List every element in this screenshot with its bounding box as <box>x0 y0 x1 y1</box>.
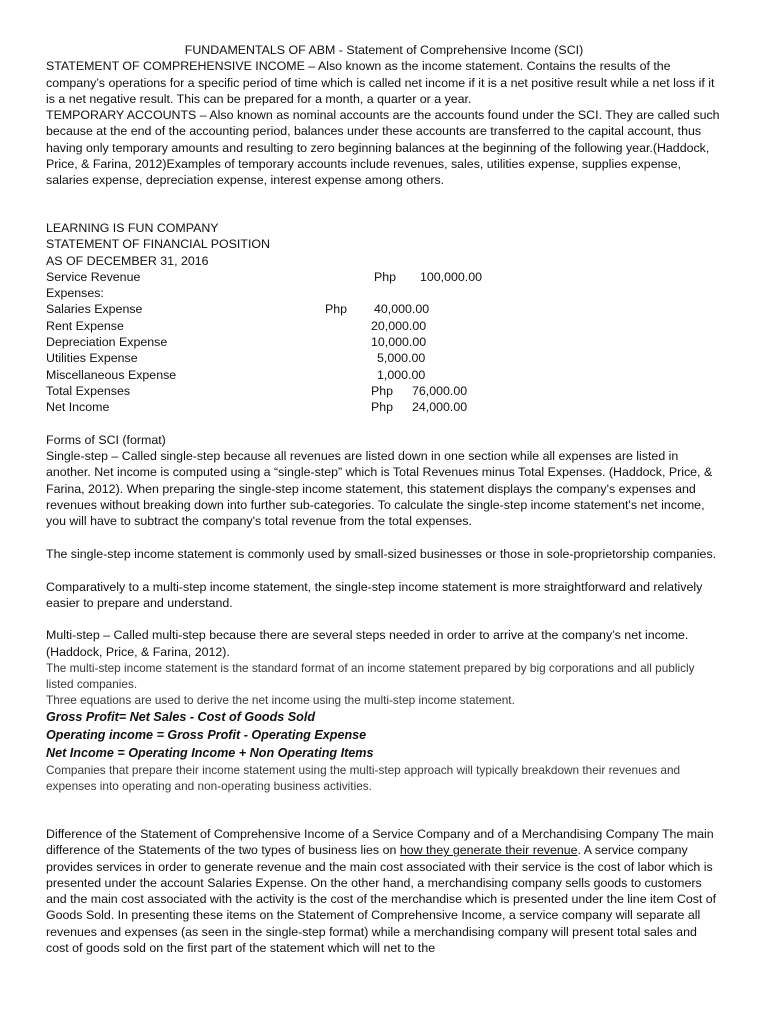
row-label: Total Expenses <box>46 383 131 398</box>
row-label: Net Income <box>46 400 110 415</box>
statement-row <box>46 269 722 285</box>
multi-step-standard: The multi-step income statement is the standard format of an income statement prepared by big corporations and all publicly listed companies. <box>46 660 695 691</box>
three-equations-intro: Three equations are used to derive the net income using the multi-step income statement. <box>46 692 515 707</box>
row-label: Miscellaneous Expense <box>46 367 177 382</box>
row-label: Utilities Expense <box>46 351 138 366</box>
row-amount: 5,000.00 <box>377 351 426 366</box>
row-label: Depreciation Expense <box>46 335 168 350</box>
company-name: LEARNING IS FUN COMPANY <box>46 220 219 235</box>
companies-breakdown: Companies that prepare their income statement using the multi-step approach will typically breakdown their revenues and expenses into operating and non-operating business activities. <box>46 762 681 793</box>
row-label: Service Revenue <box>46 269 141 284</box>
row-amount: 24,000.00 <box>412 400 468 415</box>
comparison-paragraph: Comparatively to a multi-step income statement, the single-step income statement is more straightforward and relatively easier to prepare and understand. <box>46 579 703 610</box>
statement-table <box>46 269 722 416</box>
difference-paragraph <box>46 826 722 956</box>
statement-heading: STATEMENT OF FINANCIAL POSITION <box>46 237 270 252</box>
single-step-paragraph: Single-step – Called single-step because all revenues are listed down in one section while all expenses are listed in another. Net income is computed using a “single-step” which is Total Revenues minus Total Expenses. (Haddock, Price, & Farina, 2012). When preparing the single-step income statement, this statement displays the company's expenses and revenues without breaking down into further sub-categories. To calculate the single-step income statement's net income, you will have to subtract the company's total revenue from the total expenses. <box>46 449 713 529</box>
row-currency: Php <box>374 269 397 284</box>
document-title: FUNDAMENTALS OF ABM - Statement of Comprehensive Income (SCI) <box>184 43 584 57</box>
row-amount: 20,000.00 <box>371 318 427 333</box>
statement-row <box>46 318 722 334</box>
statement-row <box>46 334 722 350</box>
row-amount: 40,000.00 <box>374 302 430 317</box>
row-amount: 100,000.00 <box>420 269 483 284</box>
statement-date: AS OF DECEMBER 31, 2016 <box>46 253 209 268</box>
statement-row <box>46 399 722 415</box>
row-label: Rent Expense <box>46 318 124 333</box>
difference-text-start: Difference of the Statement of Comprehensive Income of a Service Company and of a Merchandising Company The main difference of the Statements of the two types of business lies on <box>46 826 714 858</box>
statement-row <box>46 350 722 366</box>
operating-income-equation: Operating income = Gross Profit - Operating Expense <box>46 727 367 742</box>
forms-heading: Forms of SCI (format) <box>46 432 166 447</box>
sci-definition: STATEMENT OF COMPREHENSIVE INCOME – Also known as the income statement. Contains the results of the company’s operations for a specific period of time which is called net income if it is a net positive result while a net loss if it is a net negative result. This can be prepared for a month, a quarter or a year. <box>46 59 715 106</box>
row-label: Expenses: <box>46 286 104 301</box>
statement-row <box>46 285 722 301</box>
statement-row <box>46 301 722 317</box>
row-amount: 1,000.00 <box>377 367 426 382</box>
gross-profit-equation: Gross Profit= Net Sales - Cost of Goods Sold <box>46 709 316 724</box>
statement-row <box>46 383 722 399</box>
row-currency: Php <box>325 302 348 317</box>
multi-step-paragraph: Multi-step – Called multi-step because there are several steps needed in order to arrive at the company’s net income. (Haddock, Price, & Farina, 2012). <box>46 628 689 659</box>
row-label: Salaries Expense <box>46 302 143 317</box>
row-amount: 76,000.00 <box>412 383 468 398</box>
single-step-usage: The single-step income statement is commonly used by small-sized businesses or those in sole-proprietorship companies. <box>46 546 717 561</box>
temporary-accounts-definition: TEMPORARY ACCOUNTS – Also known as nominal accounts are the accounts found under the SCI. They are called such because at the end of the accounting period, balances under these accounts are transferred to the capital account, thus having only temporary amounts and resulting to zero beginning balances at the beginning of the following year.(Haddock, Price, & Farina, 2012)Examples of temporary accounts include revenues, sales, utilities expense, supplies expense, salaries expense, depreciation expense, interest expense among others. <box>46 108 720 188</box>
row-currency: Php <box>371 400 394 415</box>
row-currency: Php <box>371 383 394 398</box>
difference-underlined-phrase: how they generate their revenue <box>399 843 578 858</box>
statement-row <box>46 367 722 383</box>
row-amount: 10,000.00 <box>371 335 427 350</box>
net-income-equation: Net Income = Operating Income + Non Operating Items <box>46 745 374 760</box>
document-page <box>46 42 722 956</box>
difference-text-end: . A service company provides services in order to generate revenue and the main cost associated with their service is the cost of labor which is presented under the account Salaries Expense. On the other hand, a merchandising company sells goods to customers and the main cost associated with the activity is the cost of the merchandise which is presented under the line item Cost of Goods Sold. In presenting these items on the Statement of Comprehensive Income, a service company will separate all revenues and expenses (as seen in the single-step format) while a merchandising company will present total sales and cost of goods sold on the first part of the statement which will net to the <box>46 843 717 956</box>
